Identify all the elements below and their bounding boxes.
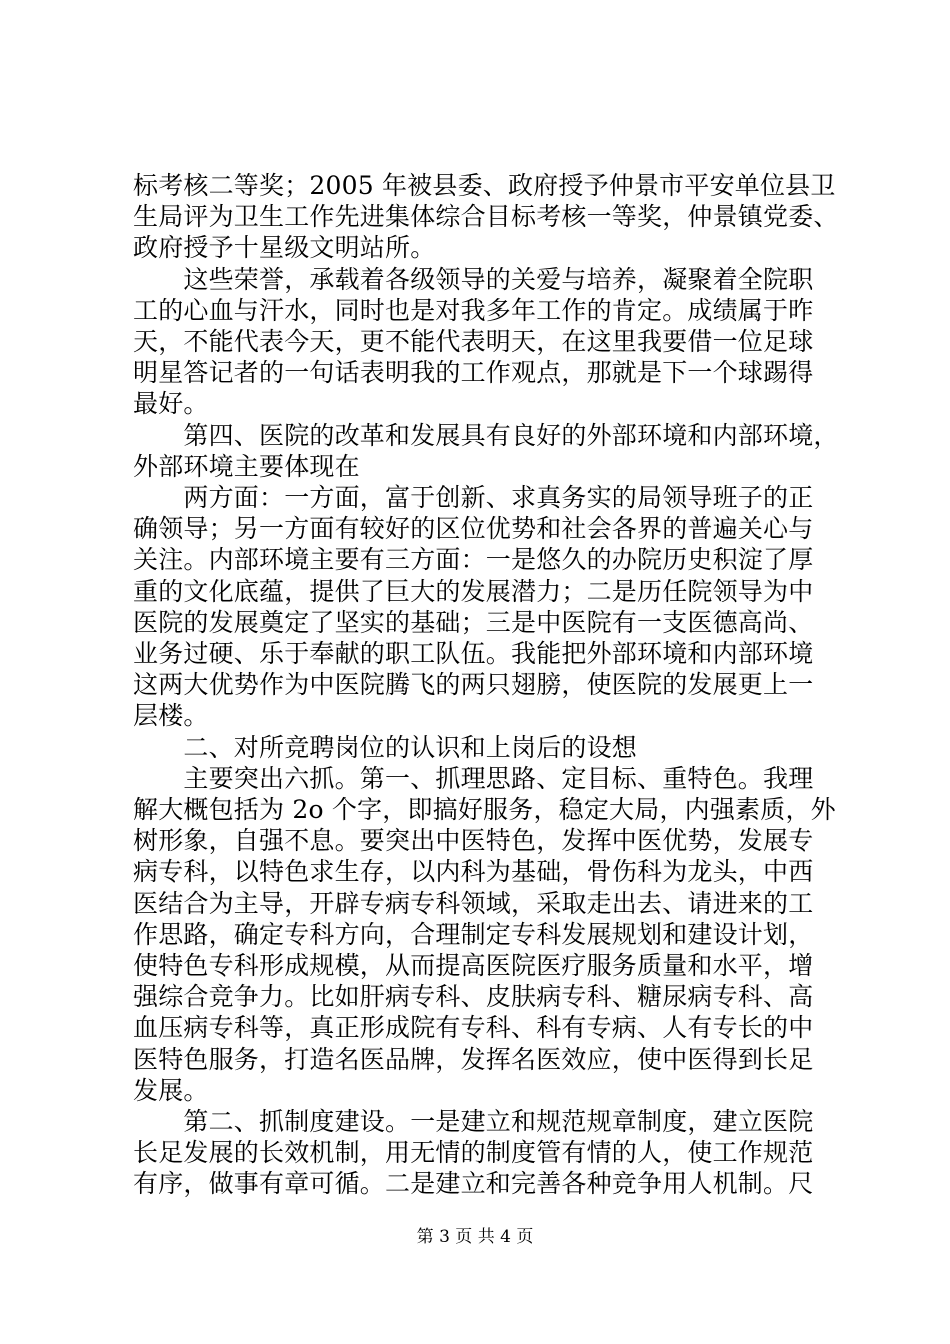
text-line: 医结合为主导，开辟专病专科领域，采取走出去、请进来的工 (133, 888, 814, 918)
text-line: 长足发展的长效机制，用无情的制度管有情的人，使工作规范 (133, 1138, 814, 1168)
text-line: 有序，做事有章可循。二是建立和完善各种竞争用人机制。尺 (133, 1169, 814, 1199)
page-number-footer: 第 3 页 共 4 页 (416, 1227, 534, 1247)
text-line: 血压病专科等，真正形成院有专科、科有专病、人有专长的中 (133, 1013, 814, 1043)
text-line: 病专科，以特色求生存，以内科为基础，骨伤科为龙头，中西 (133, 857, 814, 887)
text-line: 二、对所竞聘岗位的认识和上岗后的设想 (133, 732, 638, 762)
text-line: 使特色专科形成规模，从而提高医院医疗服务质量和水平，增 (133, 951, 814, 980)
text-line: 第二、抓制度建设。一是建立和规范规章制度，建立医院 (133, 1107, 814, 1136)
text-line: 层楼。 (133, 701, 209, 731)
text-line: 最好。 (133, 389, 209, 419)
text-line: 发展。 (133, 1075, 209, 1105)
text-line: 解大概包括为 2o 个字，即搞好服务，稳定大局，内强素质，外 (133, 795, 836, 824)
text-line: 重的文化底蕴，提供了巨大的发展潜力；二是历任院领导为中 (133, 576, 814, 606)
text-line: 确领导；另一方面有较好的区位优势和社会各界的普遍关心与 (133, 514, 814, 544)
text-line: 政府授予十星级文明站所。 (133, 233, 436, 263)
text-line: 关注。内部环境主要有三方面：一是悠久的办院历史积淀了厚 (133, 545, 814, 575)
text-line: 作思路，确定专科方向，合理制定专科发展规划和建设计划， (133, 919, 814, 949)
text-line: 生局评为卫生工作先进集体综合目标考核一等奖，仲景镇党委、 (133, 202, 839, 232)
text-line: 标考核二等奖；2005 年被县委、政府授予仲景市平安单位县卫 (133, 171, 836, 200)
text-line: 主要突出六抓。第一、抓理思路、定目标、重特色。我理 (133, 763, 814, 793)
text-line: 天，不能代表今天，更不能代表明天，在这里我要借一位足球 (133, 327, 814, 356)
text-line: 业务过硬、乐于奉献的职工队伍。我能把外部环境和内部环境 (133, 639, 814, 668)
text-line: 第四、医院的改革和发展具有良好的外部环境和内部环境， (133, 420, 839, 450)
text-line: 明星答记者的一句话表明我的工作观点，那就是下一个球踢得 (133, 358, 814, 388)
text-line: 这两大优势作为中医院腾飞的两只翅膀，使医院的发展更上一 (133, 670, 814, 700)
text-line: 医特色服务，打造名医品牌，发挥名医效应，使中医得到长足 (133, 1044, 814, 1074)
text-line: 强综合竞争力。比如肝病专科、皮肤病专科、糖尿病专科、高 (133, 982, 814, 1012)
text-line: 医院的发展奠定了坚实的基础；三是中医院有一支医德高尚、 (133, 607, 814, 637)
text-line: 两方面：一方面，富于创新、求真务实的局领导班子的正 (133, 483, 814, 512)
text-line: 外部环境主要体现在 (133, 451, 360, 481)
text-line: 工的心血与汗水，同时也是对我多年工作的肯定。成绩属于昨 (133, 295, 814, 325)
text-line: 这些荣誉，承载着各级领导的关爱与培养，凝聚着全院职 (133, 264, 814, 294)
text-line: 树形象，自强不息。要突出中医特色，发挥中医优势，发展专 (133, 826, 814, 856)
